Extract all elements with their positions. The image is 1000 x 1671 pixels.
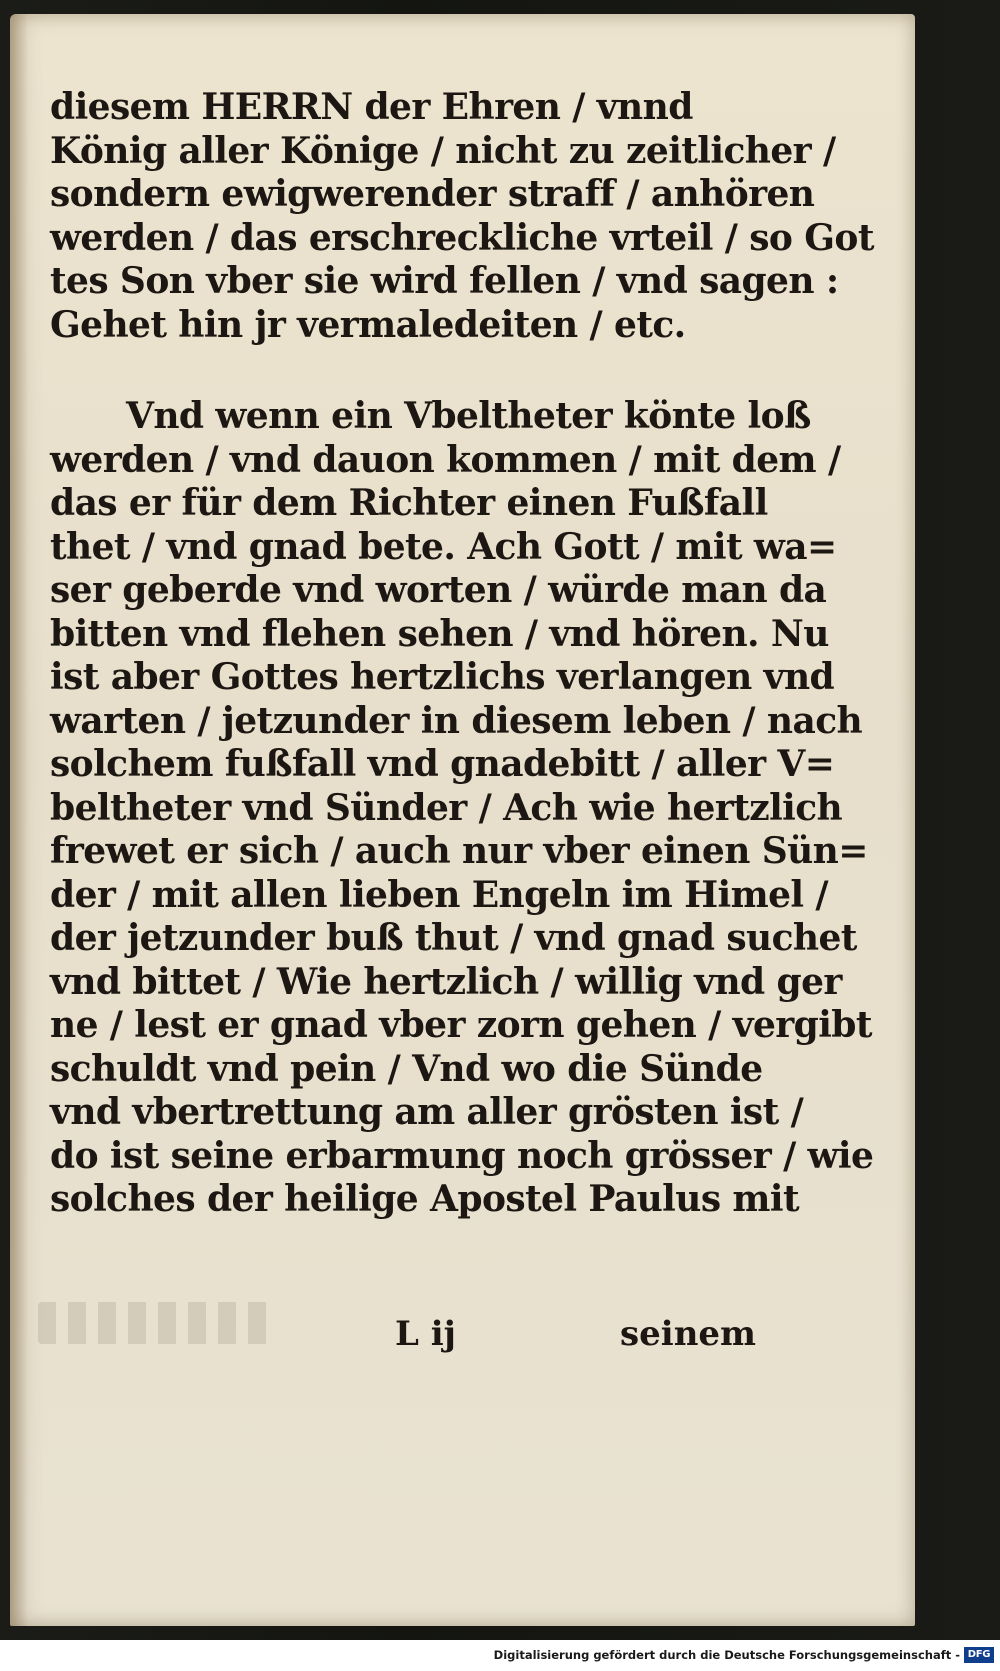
dfg-logo: DFG	[964, 1647, 994, 1663]
funding-footer-bar	[0, 1640, 1000, 1671]
text-line: König aller Könige / nicht zu zeitlicher /	[50, 129, 836, 172]
paragraph-gap	[50, 347, 770, 395]
text-line: beltheter vnd Sünder / Ach wie hertzlich	[50, 786, 843, 829]
funding-notice: Digitalisierung gefördert durch die Deutsche Forschungsgemeinschaft -	[493, 1648, 960, 1662]
text-line: schuldt vnd pein / Vnd wo die Sünde	[50, 1047, 763, 1090]
text-line: ne / lest er gnad vber zorn gehen / vergibt	[50, 1004, 872, 1046]
signature-mark: L ij	[395, 1314, 456, 1354]
catchword: seinem	[620, 1314, 757, 1354]
text-line: solches der heilige Apostel Paulus mit	[50, 1178, 800, 1220]
text-line: solchem fußfall vnd gnadebitt / aller V=	[50, 743, 835, 785]
text-line: Vnd wenn ein Vbeltheter könte loß	[126, 395, 811, 437]
text-line: diesem HERRN der Ehren / vnnd	[50, 86, 693, 128]
text-line: das er für dem Richter einen Fußfall	[50, 482, 768, 524]
text-line: tes Son vber sie wird fellen / vnd sagen :	[50, 260, 839, 302]
text-line: ist aber Gottes hertzlichs verlangen vnd	[50, 656, 835, 698]
text-line: der / mit allen lieben Engeln im Himel /	[50, 873, 828, 916]
text-line: der jetzunder buß thut / vnd gnad suchet	[50, 917, 857, 959]
text-line: sondern ewigwerender straff / anhören	[50, 173, 815, 215]
text-line: vnd vbertrettung am aller grösten ist /	[50, 1091, 804, 1133]
paragraph-1	[50, 86, 874, 347]
book-page	[10, 14, 915, 1626]
text-line: werden / vnd dauon kommen / mit dem /	[50, 438, 841, 481]
text-line: Gehet hin jr vermaledeiten / etc.	[50, 303, 686, 346]
text-line: frewet er sich / auch nur vber einen Sün=	[50, 830, 868, 872]
text-line: bitten vnd flehen sehen / vnd hören. Nu	[50, 612, 829, 655]
paragraph-2	[50, 395, 874, 1222]
page-text	[50, 86, 874, 1222]
page-footer	[50, 1314, 757, 1360]
text-line: do ist seine erbarmung noch grösser / wie	[50, 1134, 874, 1177]
text-line: thet / vnd gnad bete. Ach Gott / mit wa=	[50, 525, 837, 568]
text-line: werden / das erschreckliche vrteil / so Got	[50, 216, 874, 259]
text-line: vnd bittet / Wie hertzlich / willig vnd ger	[50, 960, 842, 1003]
text-line: warten / jetzunder in diesem leben / nach	[50, 699, 863, 742]
text-line: ser geberde vnd worten / würde man da	[50, 569, 827, 611]
